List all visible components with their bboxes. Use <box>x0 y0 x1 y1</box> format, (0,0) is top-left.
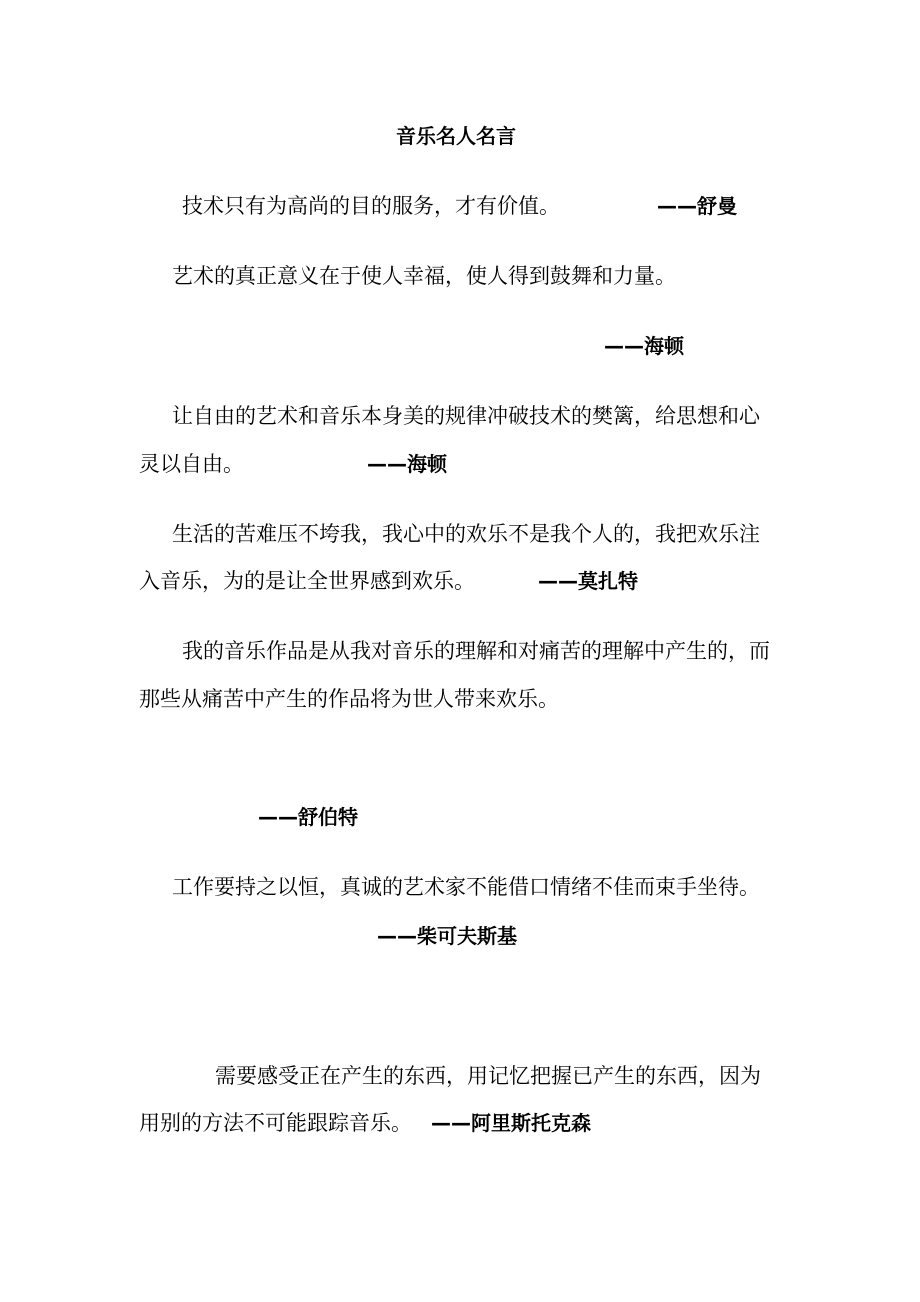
quote-3-text-line-2: 灵以自由。 <box>139 452 244 476</box>
quote-7-author: ——阿里斯托克森 <box>431 1111 591 1135</box>
quote-4-author: ——莫扎特 <box>538 569 638 593</box>
quote-7-text-line-1: 需要感受正在产生的东西，用记忆把握已产生的东西，因为 <box>215 1064 761 1088</box>
quote-3-author: ——海顿 <box>367 452 447 476</box>
quote-6-text: 工作要持之以恒，真诚的艺术家不能借口情绪不佳而束手坐待。 <box>172 875 760 899</box>
quote-1-text: 技术只有为高尚的目的服务，才有价值。 <box>182 194 560 218</box>
quote-1-author: ——舒曼 <box>657 194 737 218</box>
quote-3-text-line-1: 让自由的艺术和音乐本身美的规律冲破技术的樊篱，给思想和心 <box>172 404 760 428</box>
quote-4-text-line-2: 入音乐，为的是让全世界感到欢乐。 <box>139 569 475 593</box>
quote-7-text-line-2: 用别的方法不可能跟踪音乐。 <box>139 1111 412 1135</box>
quote-6-author: ——柴可夫斯基 <box>377 924 517 948</box>
quote-5-text-line-2: 那些从痛苦中产生的作品将为世人带来欢乐。 <box>139 687 559 711</box>
quote-2-text: 艺术的真正意义在于使人幸福，使人得到鼓舞和力量。 <box>172 264 676 288</box>
document-title: 音乐名人名言 <box>396 124 516 148</box>
quote-2-author: ——海顿 <box>604 334 684 358</box>
quote-5-text-line-1: 我的音乐作品是从我对音乐的理解和对痛苦的理解中产生的，而 <box>182 639 770 663</box>
quote-5-author: ——舒伯特 <box>258 805 358 829</box>
quote-4-text-line-1: 生活的苦难压不垮我，我心中的欢乐不是我个人的，我把欢乐注 <box>172 522 760 546</box>
